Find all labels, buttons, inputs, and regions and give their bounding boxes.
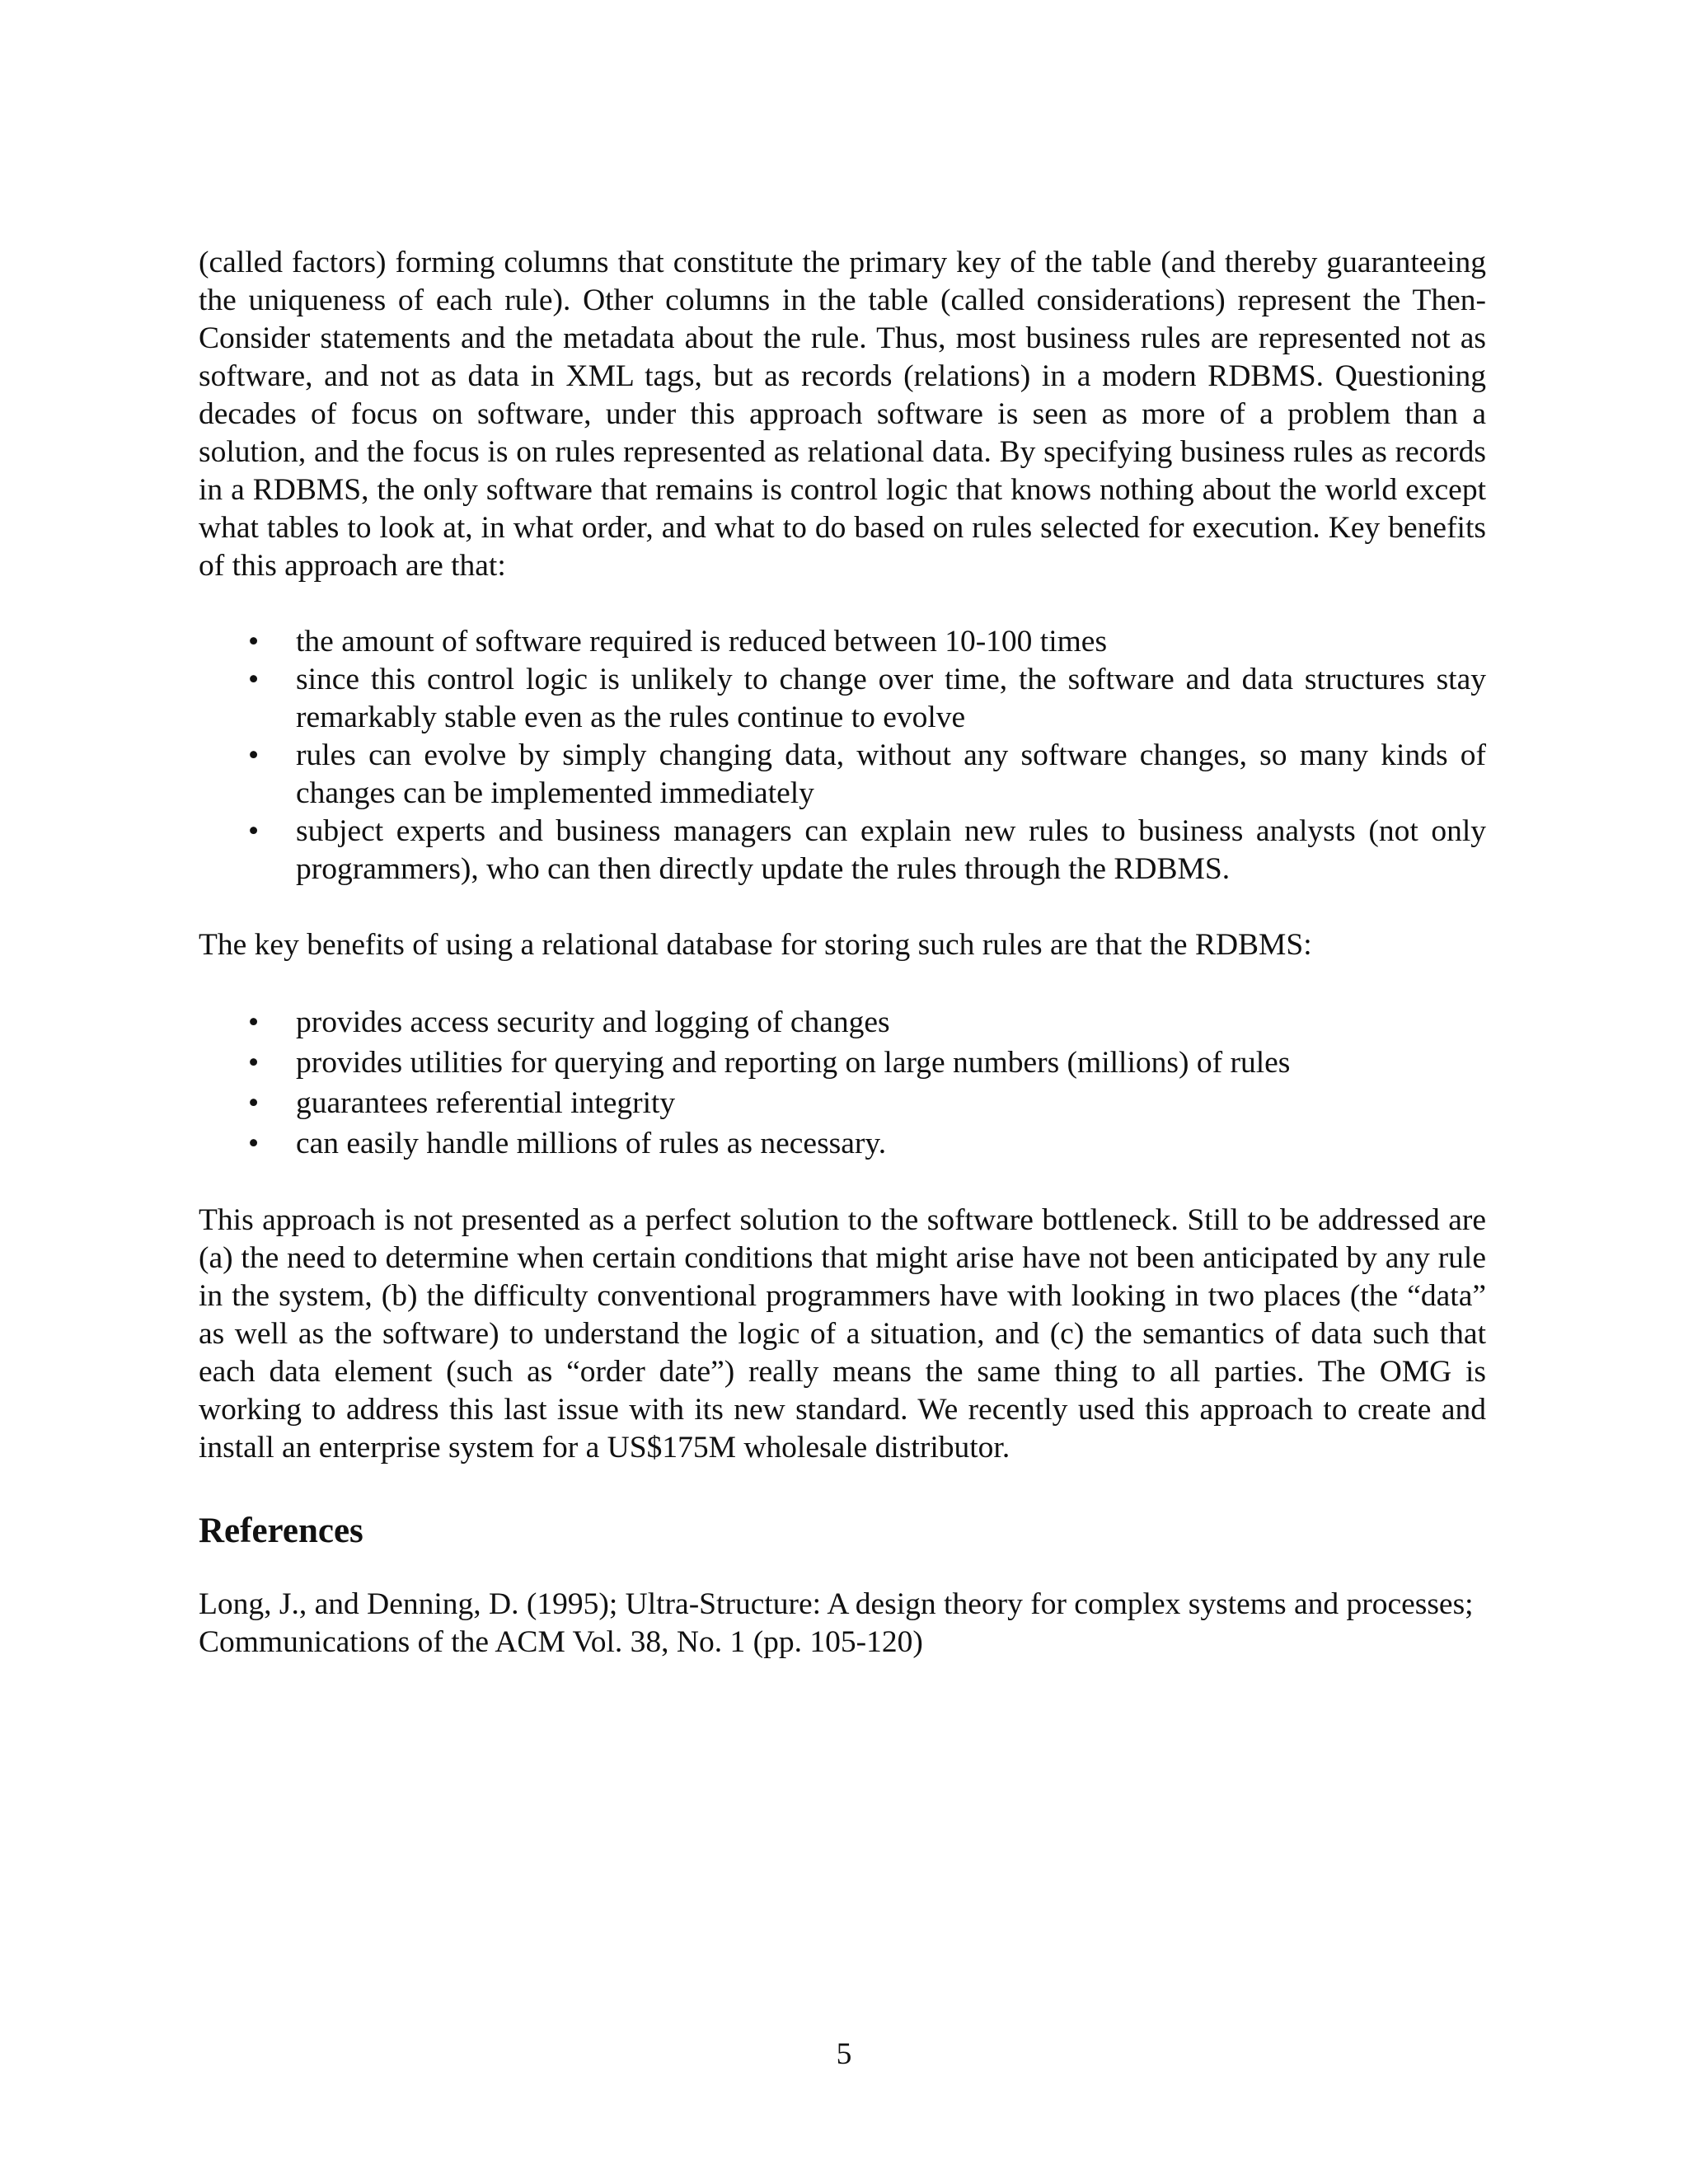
- closing-paragraph: This approach is not presented as a perfect solution to the software bottleneck. Still to be addressed are (a) the need to determine when certain conditions that might arise have not been anticipated by any rule in the system, (b) the difficulty conventional programmers have with looking in two places (the “data” as well as the software) to understand the logic of a situation, and (c) the semantics of data such that each data element (such as “order date”) really means the same thing to all parties. The OMG is working to address this last issue with its new standard. We recently used this approach to create and install an enterprise system for a US$175M wholesale distributor.: [199, 1203, 1486, 1465]
- rdbms-benefits-list: [199, 1002, 1486, 1164]
- list-item: • guarantees referential integrity: [199, 1083, 1486, 1123]
- spacer: [199, 1467, 1486, 1508]
- intro-paragraph: (called factors) forming columns that constitute the primary key of the table (and thereby guaranteeing the uniqueness of each rule). Other columns in the table (called considerations) represent the Then-Consider statements and the metadata about the rule. Thus, most business rules are represented not as software, and not as data in XML tags, but as records (relations) in a modern RDBMS. Questioning decades of focus on software, under this approach software is seen as more of a problem than a solution, and the focus is on rules represented as relational data. By specifying business rules as records in a RDBMS, the only software that remains is control logic that knows nothing about the world except what tables to look at, in what order, and what to do based on rules selected for execution. Key benefits of this approach are that:: [199, 246, 1486, 583]
- list-item: • the amount of software required is reduced between 10-100 times: [199, 623, 1486, 661]
- page-body: [199, 244, 1486, 1661]
- approach-benefits-list: [199, 623, 1486, 888]
- spacer: [199, 585, 1486, 623]
- spacer: [199, 1554, 1486, 1586]
- page-number: 5: [836, 2037, 852, 2071]
- list-item: • can easily handle millions of rules as necessary.: [199, 1123, 1486, 1164]
- spacer: [199, 1164, 1486, 1202]
- list-item: • provides utilities for querying and reporting on large numbers (millions) of rules: [199, 1043, 1486, 1083]
- spacer: [199, 964, 1486, 1002]
- rdbms-intro: The key benefits of using a relational database for storing such rules are that the RDBMS:: [199, 928, 1312, 962]
- list-item: • subject experts and business managers can explain new rules to business analysts (not only programmers), who can then directly update the rules through the RDBMS.: [199, 813, 1486, 888]
- list-item: • rules can evolve by simply changing data, without any software changes, so many kinds of changes can be implemented immediately: [199, 737, 1486, 813]
- spacer: [199, 888, 1486, 926]
- reference-entry: Long, J., and Denning, D. (1995); Ultra-Structure: A design theory for complex systems and processes; Communications of the ACM Vol. 38, No. 1 (pp. 105-120): [199, 1587, 1474, 1659]
- list-item: • provides access security and logging of changes: [199, 1002, 1486, 1043]
- references-heading: References: [199, 1511, 363, 1550]
- list-item: • since this control logic is unlikely to change over time, the software and data structures stay remarkably stable even as the rules continue to evolve: [199, 661, 1486, 737]
